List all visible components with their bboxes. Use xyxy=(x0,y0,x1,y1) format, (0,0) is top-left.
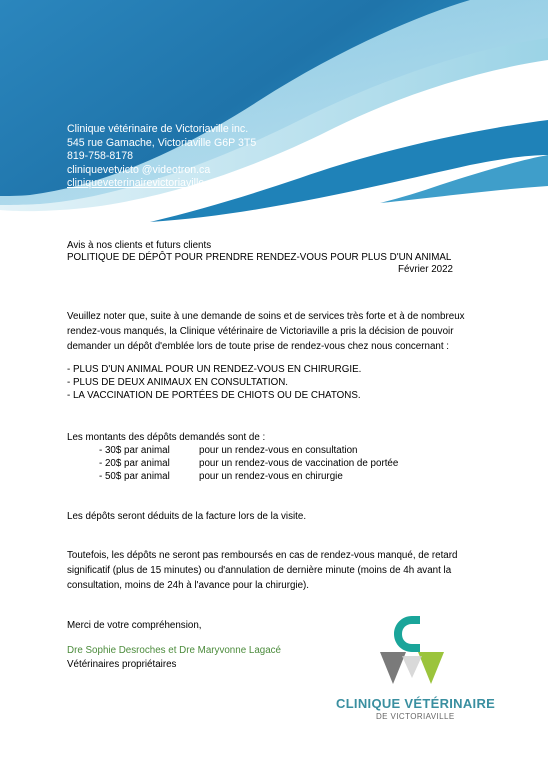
amount-description: pour un rendez-vous en chirurgie xyxy=(199,471,343,482)
signers-role: Vétérinaires propriétaires xyxy=(67,659,177,670)
intro-paragraph xyxy=(67,309,487,354)
refund-line: significatif (plus de 15 minutes) ou d'annulation de dernière minute (moins de 4h avant la xyxy=(67,565,452,576)
deduction-note: Les dépôts seront déduits de la facture lors de la visite. xyxy=(67,511,307,522)
closing-thanks: Merci de votre compréhension, xyxy=(67,620,202,631)
notice-date: Février 2022 xyxy=(398,264,453,275)
amount-description: pour un rendez-vous de vaccination de portée xyxy=(199,458,399,469)
condition-item: - PLUS D'UN ANIMAL POUR UN RENDEZ-VOUS EN CHIRURGIE. xyxy=(67,364,362,375)
clinic-logo-icon xyxy=(380,614,444,686)
condition-item: - PLUS DE DEUX ANIMAUX EN CONSULTATION. xyxy=(67,377,289,388)
intro-line: demander un dépôt d'emblée lors de toute prise de rendez-vous chez nous concernant : xyxy=(67,341,450,352)
policy-title: POLITIQUE DE DÉPÔT POUR PRENDRE RENDEZ-VOUS POUR PLUS D'UN ANIMAL xyxy=(67,252,452,263)
refund-line: consultation, moins de 24h à l'avance pour la chirurgie). xyxy=(67,580,310,591)
logo-clinic-location: DE VICTORIAVILLE xyxy=(376,712,455,721)
clinic-website-link[interactable]: cliniqueveterinairevictoriaville.com xyxy=(67,177,228,190)
header-wave-background xyxy=(0,0,548,230)
refund-line: Toutefois, les dépôts ne seront pas remboursés en cas de rendez-vous manqué, de retard xyxy=(67,550,458,561)
conditions-list xyxy=(67,363,487,402)
condition-item: - LA VACCINATION DE PORTÉES DE CHIOTS OU DE CHATONS. xyxy=(67,390,361,401)
signers: Dre Sophie Desroches et Dre Maryvonne Lagacé xyxy=(67,645,282,656)
amount-value: - 50$ par animal xyxy=(99,471,170,482)
intro-line: Veuillez noter que, suite à une demande de soins et de services très forte et à de nombreux xyxy=(67,311,465,322)
clinic-contact-block xyxy=(67,123,256,191)
clinic-phone: 819-758-8178 xyxy=(67,150,133,163)
clinic-address: 545 rue Gamache, Victoriaville G6P 3T5 xyxy=(67,136,257,149)
clinic-name: Clinique vétérinaire de Victoriaville inc. xyxy=(67,123,249,135)
amount-value: - 20$ par animal xyxy=(99,458,170,469)
amounts-intro: Les montants des dépôts demandés sont de : xyxy=(67,432,266,443)
refund-paragraph xyxy=(67,548,487,593)
clinic-email: cliniquevetvicto @videotron.ca xyxy=(67,163,211,176)
notice-recipients: Avis à nos clients et futurs clients xyxy=(67,240,212,251)
amount-value: - 30$ par animal xyxy=(99,445,170,456)
amount-description: pour un rendez-vous en consultation xyxy=(199,445,358,456)
logo-clinic-name: CLINIQUE VÉTÉRINAIRE xyxy=(336,696,496,711)
intro-line: rendez-vous manqués, la Clinique vétérinaire de Victoriaville a pris la décision de pouvoir xyxy=(67,326,454,337)
